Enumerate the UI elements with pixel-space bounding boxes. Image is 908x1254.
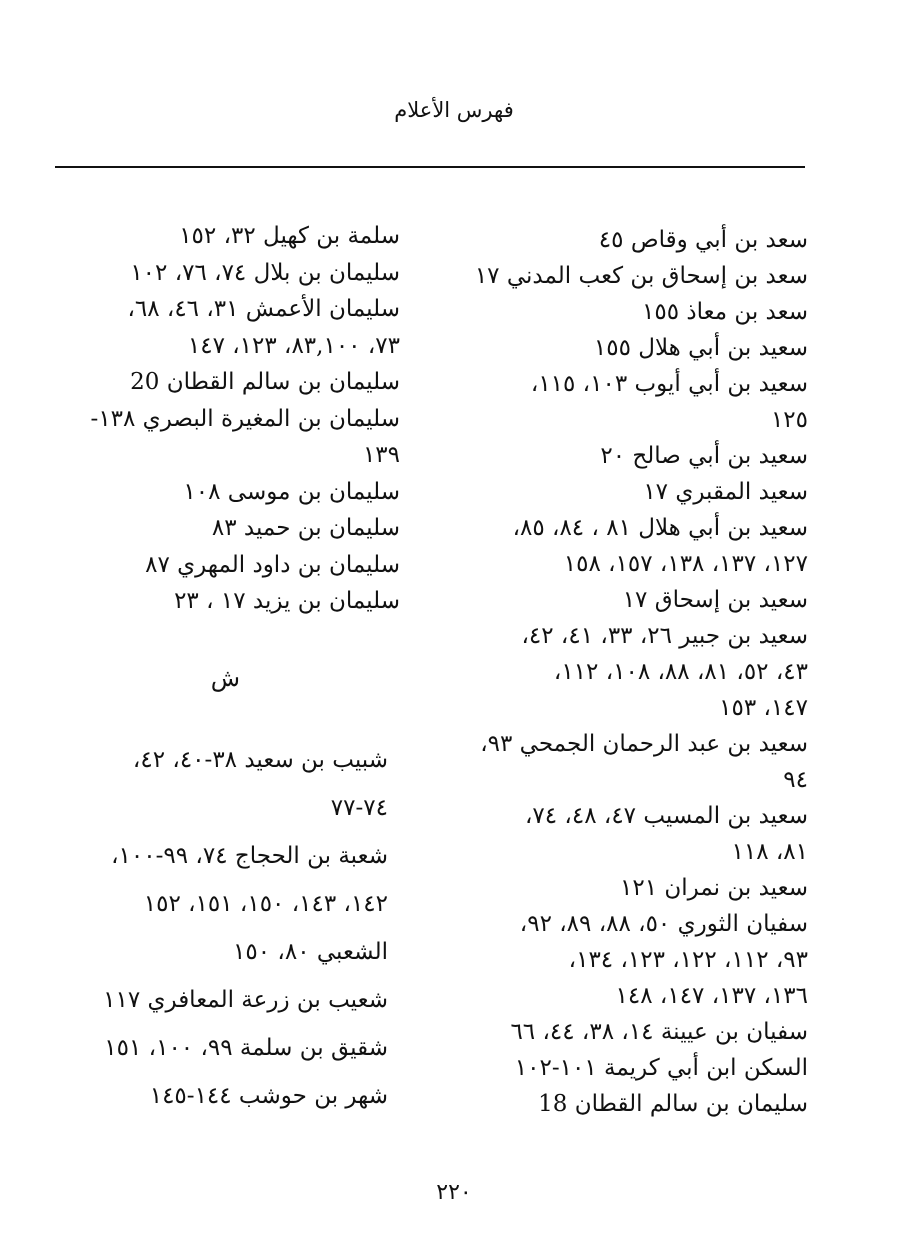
index-entry: ٤٣، ٥٢، ٨١، ٨٨، ١٠٨، ١١٢، bbox=[553, 659, 808, 685]
index-column-right bbox=[448, 222, 808, 1122]
index-entry: سفيان الثوري ٥٠، ٨٨، ٨٩، ٩٢، bbox=[519, 911, 808, 937]
index-entry: سعيد بن نمران ١٢١ bbox=[620, 875, 808, 901]
index-entry: سعد بن إسحاق بن كعب المدني ١٧ bbox=[474, 263, 808, 289]
index-entry: سليمان بن بلال ٧٤، ٧٦، ١٠٢ bbox=[130, 259, 400, 286]
index-entry: سعيد بن أبي صالح ٢٠ bbox=[600, 443, 808, 469]
index-entry: سعيد بن أبي أيوب ١٠٣، ١١٥، bbox=[530, 371, 808, 397]
index-entry: سليمان بن سالم القطان 18 bbox=[538, 1091, 808, 1117]
index-entry: شعبة بن الحجاج ٧٤، ٩٩-١٠٠، bbox=[111, 843, 388, 869]
header-divider bbox=[55, 166, 805, 168]
index-entry: سليمان بن داود المهري ٨٧ bbox=[145, 551, 400, 578]
index-entry: سعد بن معاذ ١٥٥ bbox=[641, 299, 808, 325]
index-entry: سليمان بن المغيرة البصري ١٣٨- bbox=[90, 405, 400, 432]
index-entry: سليمان بن سالم القطان 20 bbox=[130, 369, 400, 395]
index-entry: سعيد بن المسيب ٤٧، ٤٨، ٧٤، bbox=[524, 803, 808, 829]
index-entry: سعيد بن أبي هلال ٨١ ، ٨٤، ٨٥، bbox=[512, 515, 808, 541]
index-entry: ٩٣، ١١٢، ١٢٢، ١٢٣، ١٣٤، bbox=[568, 947, 808, 973]
index-entry: سليمان بن موسى ١٠٨ bbox=[183, 478, 400, 505]
index-entry: ٧٤-٧٧ bbox=[330, 795, 388, 821]
index-entry: سعيد بن إسحاق ١٧ bbox=[622, 587, 808, 613]
index-entry: شقيق بن سلمة ٩٩، ١٠٠، ١٥١ bbox=[104, 1035, 388, 1061]
index-entry: سلمة بن كهيل ٣٢، ١٥٢ bbox=[179, 223, 400, 249]
index-entry: شبيب بن سعيد ٣٨-٤٠، ٤٢، bbox=[132, 747, 388, 773]
index-entry: سليمان الأعمش ٣١، ٤٦، ٦٨، bbox=[127, 296, 400, 322]
index-entry: سعيد المقبري ١٧ bbox=[643, 479, 808, 505]
index-entry: ٧٣، ٨٣,١٠٠، ١٢٣، ١٤٧ bbox=[187, 332, 400, 359]
index-entry: شهر بن حوشب ١٤٤-١٤٥ bbox=[149, 1083, 388, 1109]
index-entry: ٨١، ١١٨ bbox=[731, 839, 808, 865]
index-entry: الشعبي ٨٠، ١٥٠ bbox=[233, 939, 388, 965]
index-entry: ١٣٩ bbox=[362, 442, 400, 468]
index-entry: سليمان بن حميد ٨٣ bbox=[211, 515, 400, 541]
index-entry: ١٢٥ bbox=[770, 407, 808, 433]
index-column-left-bottom bbox=[28, 744, 388, 1128]
index-entry: ٩٤ bbox=[783, 767, 808, 793]
section-letter: ش bbox=[210, 664, 240, 692]
page-number: ٢٢٠ bbox=[436, 1180, 472, 1205]
page-title: فهرس الأعلام bbox=[394, 98, 514, 122]
index-entry: سفيان بن عيينة ١٤، ٣٨، ٤٤، ٦٦ bbox=[510, 1019, 808, 1045]
index-entry: سعد بن أبي وقاص ٤٥ bbox=[598, 227, 808, 253]
index-column-left-top bbox=[40, 218, 400, 620]
index-entry: سليمان بن يزيد ١٧ ، ٢٣ bbox=[174, 588, 400, 614]
index-entry: ١٣٦، ١٣٧، ١٤٧، ١٤٨ bbox=[615, 983, 808, 1009]
index-entry: شعيب بن زرعة المعافري ١١٧ bbox=[103, 987, 388, 1013]
index-entry: السكن ابن أبي كريمة ١٠١-١٠٢ bbox=[514, 1055, 808, 1081]
index-entry: سعيد بن عبد الرحمان الجمحي ٩٣، bbox=[480, 731, 808, 757]
index-entry: ١٤٧، ١٥٣ bbox=[719, 695, 808, 721]
index-entry: ١٤٢، ١٤٣، ١٥٠، ١٥١، ١٥٢ bbox=[143, 891, 388, 917]
index-entry: سعيد بن أبي هلال ١٥٥ bbox=[593, 335, 808, 361]
index-entry: سعيد بن جبير ٢٦، ٣٣، ٤١، ٤٢، bbox=[521, 623, 808, 649]
index-entry: ١٢٧، ١٣٧، ١٣٨، ١٥٧، ١٥٨ bbox=[563, 551, 808, 577]
